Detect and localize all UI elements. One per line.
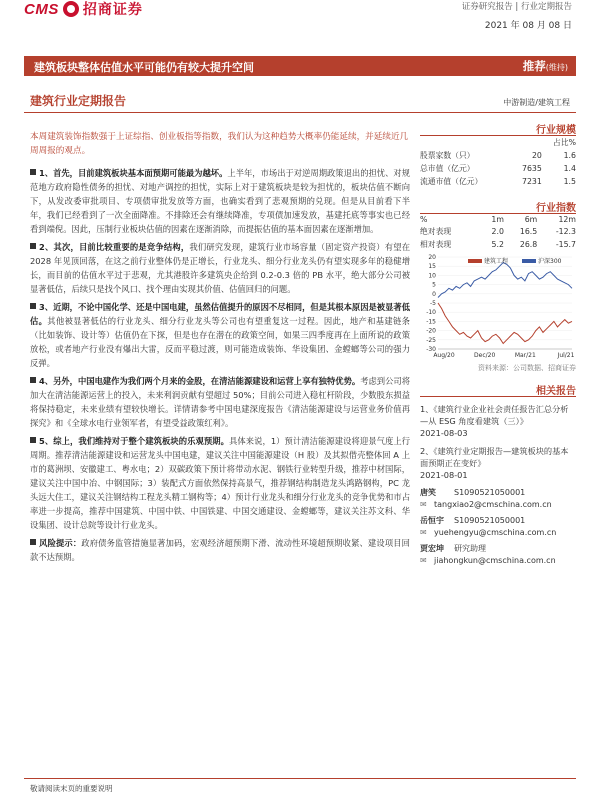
analyst-email[interactable]: yuehengyu@cmschina.com.cn — [434, 528, 557, 537]
report-title: 建筑板块整体估值水平可能仍有较大提升空间 — [34, 61, 254, 74]
cell: 7635 — [522, 164, 542, 173]
analyst-id: S1090521050001 — [454, 488, 526, 497]
divider — [24, 112, 576, 113]
y-tick-label: -25 — [426, 336, 436, 344]
row-label: 股票家数（只） — [420, 151, 475, 160]
bullet-icon — [30, 169, 36, 175]
bullet-icon — [30, 243, 36, 249]
y-tick-label: -15 — [426, 318, 436, 326]
paragraph-body: 其他被显著低估的行业龙头、细分行业龙头等公司也有望重复这一过程。因此，地产和基建链条（比如装饰、设计等）估值仍在下探，但是也存在潜在的政策空间，如果三四季度再在上面所说的政策放松，或者地产行业没有爆出大雷，反而平稳过渡，则可能造成装饰、华设集团、金螳螂等公司的强力反弹。 — [30, 316, 410, 368]
header-cell: 6m — [524, 215, 538, 224]
index-chart — [420, 251, 576, 361]
paragraph-body: 考虑到公司将加大在清洁能源运营上的投入，未来利润贡献有望超过 50%；目前公司进入稳杠杆阶段，少数股东损益将保持稳定，未来业绩有望较快增长。详情请参考中国电建深度报告《清洁能源建设与运营业务价值再探究》和《全球水电行业领军者，有望受益政策红利》。 — [30, 376, 410, 428]
title-bar — [24, 56, 576, 76]
table-row — [420, 225, 576, 238]
report-type: 证券研究报告 | 行业定期报告 — [461, 2, 572, 12]
paragraph-lead: 2、其次，目前比较重要的是竞争结构， — [39, 242, 190, 252]
row-label: 总市值（亿元） — [420, 164, 475, 173]
related-report-title[interactable]: 2、《建筑行业定期报告—建筑板块的基本面预期正在变好》 — [420, 446, 569, 468]
risk-warning — [30, 536, 410, 564]
y-tick-label: -10 — [426, 309, 436, 317]
paragraph-3 — [30, 300, 410, 370]
rating — [523, 58, 568, 74]
table-row — [420, 149, 576, 162]
analyst-email[interactable]: jiahongkun@cmschina.com.cn — [434, 556, 556, 565]
related-report-item[interactable] — [420, 445, 576, 481]
y-tick-label: -30 — [426, 346, 436, 353]
series-line — [438, 263, 572, 298]
analyst-name: 唐笑 — [420, 488, 436, 497]
logo-cn: 招商证券 — [82, 2, 143, 18]
analyst-name: 岳恒宇 — [420, 516, 444, 525]
y-tick-label: 10 — [428, 272, 436, 280]
cell: 5.2 — [491, 240, 504, 249]
paragraph-body: 我们研究发现，建筑行业市场容量（固定资产投资）有望在 2028 年见顶回落，在这之前行业整体仍是正增长，行业龙头、细分行业龙头仍有望实现多年的稳健增长，而目前的估值水平过于悲观，尤其港股许多建筑央企给到 0.2-0.3 倍的 PB 水平，绝大部分公司被显著低估，后续只是找个风口、找个理由实现其价值、估值回归的问题。 — [30, 242, 410, 294]
y-tick-label: 15 — [428, 263, 436, 271]
legend-label: 建筑工程 — [484, 258, 509, 265]
cell: 1.6 — [563, 151, 576, 160]
email-icon: ✉ — [420, 500, 427, 509]
paragraph-lead: 5、综上，我们维持对于整个建筑板块的乐观预期。 — [39, 436, 229, 446]
industry-label: 中游制造/建筑工程 — [503, 98, 570, 107]
bullet-icon — [30, 377, 36, 383]
table-header — [420, 214, 576, 225]
header-cell: % — [420, 215, 428, 224]
cell: 1.5 — [563, 177, 576, 186]
right-column — [420, 118, 576, 571]
y-tick-label: 5 — [432, 281, 436, 289]
paragraph-body: 政府债务监管措施显著加码，宏观经济超预期下滑、流动性环境超预期收紧、建设项目回款不达预期。 — [30, 538, 410, 562]
scale-heading: 行业规模 — [420, 118, 576, 136]
series-line — [438, 303, 572, 344]
scale-table — [420, 136, 576, 188]
email-icon: ✉ — [420, 528, 427, 537]
index-heading: 行业指数 — [420, 196, 576, 214]
paragraph-lead: 1、首先，目前建筑板块基本面预期可能最为越坏。 — [39, 168, 228, 178]
header-cell: 1m — [491, 215, 504, 224]
cell: 2.0 — [491, 227, 504, 236]
rating-note: (维持) — [545, 63, 568, 72]
footer-note: 敬请阅读末页的重要说明 — [30, 784, 113, 793]
cell: 1.4 — [563, 164, 576, 173]
related-report-date: 2021-08-03 — [420, 428, 468, 438]
analyst-id: S1090521050001 — [454, 516, 526, 525]
analyst-entry — [420, 543, 576, 567]
paragraph-2 — [30, 240, 410, 296]
y-tick-label: -20 — [426, 327, 436, 335]
x-tick-label: Aug/20 — [433, 352, 455, 359]
cell: 20 — [531, 151, 542, 160]
company-logo — [24, 0, 143, 18]
paragraph-1 — [30, 166, 410, 236]
email-icon: ✉ — [420, 556, 427, 565]
related-report-title[interactable]: 1、《建筑行业企业社会责任报告汇总分析—从 ESG 角度看建筑（三）》 — [420, 404, 569, 426]
paragraph-5 — [30, 434, 410, 532]
paragraph-lead: 3、近期，不论中国化学、还是中国电建，虽然估值提升的原因不尽相同，但是其根本原因是被显著低估。 — [30, 302, 410, 326]
row-label: 绝对表现 — [420, 227, 452, 236]
row-label: 相对表现 — [420, 240, 452, 249]
cell: 16.5 — [519, 227, 538, 236]
summary: 本周建筑装饰指数强于上证综指、创业板指等指数，我们认为这种趋势大概率仍能延续，并延续近几周周报的观点。 — [30, 132, 409, 156]
legend-swatch — [468, 259, 482, 263]
page-header — [0, 0, 600, 30]
cell: -15.7 — [555, 240, 576, 249]
cell: -12.3 — [555, 227, 576, 236]
legend-label: 沪深300 — [538, 258, 562, 265]
header-cell: 12m — [558, 215, 576, 224]
report-date: 2021 年 08 月 08 日 — [484, 21, 572, 31]
row-label: 流通市值（亿元） — [420, 177, 483, 186]
report-subtitle: 建筑行业定期报告 — [30, 94, 127, 108]
chart-source: 资料来源：公司数据、招商证券 — [478, 364, 576, 372]
related-heading: 相关报告 — [420, 379, 576, 397]
related-reports — [420, 403, 576, 481]
rating-label: 推荐 — [522, 59, 546, 73]
index-table — [420, 214, 576, 251]
bullet-icon — [30, 539, 36, 545]
analyst-entry — [420, 487, 576, 511]
footer-divider — [24, 778, 576, 779]
bullet-icon — [30, 303, 36, 309]
y-tick-label: 20 — [428, 254, 436, 261]
logo-cms: CMS — [24, 0, 59, 18]
bullet-icon — [30, 437, 36, 443]
main-text — [30, 166, 410, 568]
index-chart-svg — [420, 251, 576, 361]
table-row — [420, 238, 576, 251]
scale-unit: 占比% — [552, 138, 576, 147]
analyst-id: 研究助理 — [454, 544, 486, 553]
paragraph-body: 上半年，市场出于对逆周期政策退出的担忧、对规范地方政府隐性债务的担忧、对地产调控的担忧，实际上对于建筑板块是较为担忧的，板块估值不断向下，从发改委审批项目、专项债审批发放等方面，也确实看到了悲观预期的兑现。但是从目前看下半年，我们已经看到了一次全面降准。不排除还会有继续降准，专项债加速发放，基建托底等事实也已经看到端倪。因此，压制行业板块估值的因素在逐渐消除，而提振估值的基本面因素在逐渐增加。 — [30, 168, 410, 234]
y-tick-label: 0 — [432, 290, 436, 298]
cell: 7231 — [522, 177, 542, 186]
analyst-email[interactable]: tangxiao2@cmschina.com.cn — [434, 500, 552, 509]
table-row — [420, 162, 576, 175]
cell: 26.8 — [519, 240, 538, 249]
y-tick-label: -5 — [430, 300, 436, 307]
paragraph-lead: 风险提示： — [39, 538, 82, 548]
header-meta — [462, 0, 572, 31]
paragraph-4 — [30, 374, 410, 430]
analyst-entry — [420, 515, 576, 539]
table-row — [420, 175, 576, 188]
x-tick-label: Jul/21 — [557, 352, 575, 359]
legend-swatch — [522, 259, 536, 263]
paragraph-body: 具体来说，1）预计清洁能源建设将迎景气度上行周期。推荐清洁能源建设和运营龙头中国电建，建议关注中国能源建设（H 股）及其拟借壳整体回 A 上市的葛洲坝、安徽建工、粤水电；2）双碳政策下预计将带动水泥、钢铁行业转型升级，推荐中材国际，建议关注中国中冶、中钢国际；3）装配式方面依然保持高景气，推荐钢结构制造龙头鸿路钢构，PC 龙头远大住工，建议关注钢结构工程龙头精工钢构等；4）预计行业龙头和细分行业龙头的竞争优势和市占率进一步提高，推荐中国建筑、中国中铁、中国铁建、中国交通建设、金螳螂等，建议关注苏文科、华设集团、设计总院等设计行业龙头。 — [30, 436, 410, 530]
paragraph-lead: 4、另外，中国电建作为我们两个月来的金股，在清洁能源建设和运营上享有独特优势。 — [39, 376, 361, 386]
analyst-list — [420, 487, 576, 567]
x-tick-label: Dec/20 — [474, 352, 496, 359]
related-report-date: 2021-08-01 — [420, 470, 468, 480]
related-report-item[interactable] — [420, 403, 576, 439]
logo-mark-icon — [63, 1, 79, 17]
analyst-name: 贾宏坤 — [420, 544, 444, 553]
x-tick-label: Mar/21 — [514, 352, 536, 359]
